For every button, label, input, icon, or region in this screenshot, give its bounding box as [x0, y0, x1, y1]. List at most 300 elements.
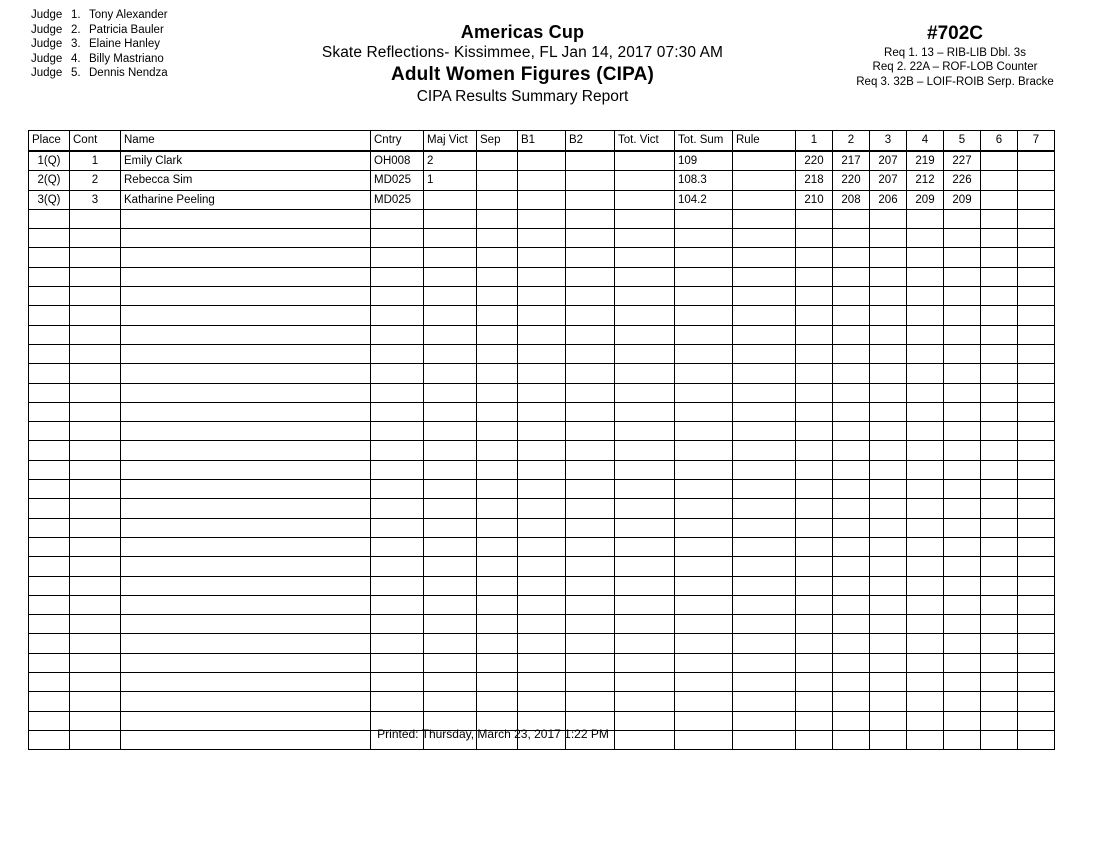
table-row[interactable] [29, 325, 1055, 344]
cell-empty [870, 595, 907, 614]
cell-empty [870, 480, 907, 499]
cell-empty [424, 287, 477, 306]
cell-empty [944, 634, 981, 653]
cell-empty [477, 460, 518, 479]
column-header-sep[interactable]: Sep [477, 131, 518, 152]
judge-panel [31, 8, 168, 81]
cell-empty [833, 248, 870, 267]
cell-empty [121, 364, 371, 383]
requirement-line: Req 3. 32B – LOIF-ROIB Serp. Bracke [856, 75, 1054, 88]
cell-empty [121, 653, 371, 672]
table-row[interactable] [29, 248, 1055, 267]
column-header-7[interactable]: 7 [1018, 131, 1055, 152]
table-row[interactable] [29, 287, 1055, 306]
cell-empty [70, 209, 121, 228]
cell-empty [733, 248, 796, 267]
cell-empty [981, 441, 1018, 460]
cell-empty [424, 229, 477, 248]
cell-empty [121, 287, 371, 306]
cell-empty [907, 557, 944, 576]
cell-empty [870, 557, 907, 576]
cell-empty [424, 634, 477, 653]
cell-sep [477, 171, 518, 190]
cell-empty [371, 595, 424, 614]
cell-empty [944, 576, 981, 595]
cell-empty [733, 441, 796, 460]
cell-empty [733, 634, 796, 653]
cell-empty [518, 287, 566, 306]
results-table [28, 130, 1055, 750]
cell-empty [121, 267, 371, 286]
cell-empty [477, 267, 518, 286]
cell-empty [1018, 383, 1055, 402]
cell-empty [981, 518, 1018, 537]
column-header-tot-sum[interactable]: Tot. Sum [675, 131, 733, 152]
cell-empty [29, 537, 70, 556]
cell-empty [121, 344, 371, 363]
judge-name: Tony Alexander [89, 9, 168, 21]
cell-empty [870, 306, 907, 325]
cell-empty [371, 480, 424, 499]
cell-empty [518, 325, 566, 344]
cell-empty [675, 209, 733, 228]
table-row[interactable] [29, 460, 1055, 479]
judge-line [31, 37, 168, 52]
cell-empty [70, 595, 121, 614]
cell-empty [870, 653, 907, 672]
cell-rule [733, 171, 796, 190]
cell-empty [518, 673, 566, 692]
cell-empty [981, 653, 1018, 672]
cell-empty [981, 402, 1018, 421]
cell-empty [796, 537, 833, 556]
cell-empty [518, 557, 566, 576]
cell-empty [833, 287, 870, 306]
cell-empty [424, 383, 477, 402]
table-row[interactable] [29, 595, 1055, 614]
table-row[interactable] [29, 171, 1055, 190]
cell-empty [615, 480, 675, 499]
table-row[interactable] [29, 383, 1055, 402]
cell-empty [424, 673, 477, 692]
cell-empty [518, 518, 566, 537]
cell-empty [870, 325, 907, 344]
cell-empty [833, 306, 870, 325]
cell-empty [424, 422, 477, 441]
column-header-cont[interactable]: Cont [70, 131, 121, 152]
cell-empty [1018, 692, 1055, 711]
cell-empty [733, 287, 796, 306]
cell-empty [907, 287, 944, 306]
cell-empty [1018, 364, 1055, 383]
cell-empty [518, 537, 566, 556]
cell-empty [566, 248, 615, 267]
cell-empty [70, 402, 121, 421]
cell-empty [371, 325, 424, 344]
cell-judge-score-3: 206 [870, 190, 907, 209]
table-row[interactable] [29, 151, 1055, 171]
cell-empty [870, 402, 907, 421]
cell-empty [944, 306, 981, 325]
cell-empty [981, 267, 1018, 286]
table-row[interactable] [29, 653, 1055, 672]
table-row[interactable] [29, 344, 1055, 363]
cell-name: Rebecca Sim [121, 171, 371, 190]
cell-empty [121, 595, 371, 614]
table-row[interactable] [29, 306, 1055, 325]
cell-empty [675, 595, 733, 614]
column-header-b2[interactable]: B2 [566, 131, 615, 152]
cell-empty [29, 576, 70, 595]
cell-empty [566, 267, 615, 286]
cell-rule [733, 190, 796, 209]
cell-empty [833, 480, 870, 499]
cell-empty [944, 267, 981, 286]
cell-cntry: OH008 [371, 151, 424, 171]
table-row[interactable] [29, 518, 1055, 537]
cell-empty [70, 576, 121, 595]
cell-empty [477, 692, 518, 711]
cell-tot-sum: 109 [675, 151, 733, 171]
cell-empty [733, 557, 796, 576]
table-row[interactable] [29, 267, 1055, 286]
cell-empty [70, 460, 121, 479]
cell-empty [29, 557, 70, 576]
cell-place: 3(Q) [29, 190, 70, 209]
cell-empty [29, 344, 70, 363]
cell-empty [615, 595, 675, 614]
cell-empty [675, 499, 733, 518]
table-row[interactable] [29, 537, 1055, 556]
cell-empty [477, 383, 518, 402]
cell-empty [675, 634, 733, 653]
cell-empty [981, 209, 1018, 228]
cell-empty [70, 692, 121, 711]
cell-empty [70, 441, 121, 460]
column-header-name[interactable]: Name [121, 131, 371, 152]
cell-empty [518, 615, 566, 634]
cell-empty [833, 364, 870, 383]
cell-empty [907, 209, 944, 228]
column-header-cntry[interactable]: Cntry [371, 131, 424, 152]
cell-empty [870, 615, 907, 634]
cell-empty [733, 364, 796, 383]
cell-empty [796, 383, 833, 402]
cell-empty [424, 267, 477, 286]
column-header-place[interactable]: Place [29, 131, 70, 152]
cell-empty [121, 402, 371, 421]
cell-empty [477, 229, 518, 248]
cell-empty [566, 344, 615, 363]
cell-empty [121, 306, 371, 325]
table-row[interactable] [29, 692, 1055, 711]
cell-empty [796, 653, 833, 672]
cell-empty [371, 692, 424, 711]
column-header-2[interactable]: 2 [833, 131, 870, 152]
cell-cntry: MD025 [371, 190, 424, 209]
cell-empty [566, 229, 615, 248]
cell-empty [615, 325, 675, 344]
cell-empty [371, 518, 424, 537]
cell-name: Emily Clark [121, 151, 371, 171]
cell-empty [833, 557, 870, 576]
cell-empty [733, 537, 796, 556]
cell-empty [29, 460, 70, 479]
cell-empty [477, 499, 518, 518]
judge-label: Judge [31, 38, 63, 51]
cell-empty [870, 634, 907, 653]
table-row[interactable] [29, 557, 1055, 576]
cell-empty [1018, 422, 1055, 441]
cell-empty [796, 248, 833, 267]
cell-judge-score-1: 210 [796, 190, 833, 209]
cell-empty [371, 537, 424, 556]
cell-maj-vict: 2 [424, 151, 477, 171]
cell-empty [371, 576, 424, 595]
cell-empty [675, 364, 733, 383]
cell-empty [1018, 209, 1055, 228]
cell-empty [1018, 229, 1055, 248]
column-header-b1[interactable]: B1 [518, 131, 566, 152]
cell-tot-vict [615, 151, 675, 171]
column-header-1[interactable]: 1 [796, 131, 833, 152]
cell-empty [121, 248, 371, 267]
cell-empty [371, 653, 424, 672]
cell-empty [675, 383, 733, 402]
cell-empty [566, 383, 615, 402]
cell-empty [1018, 287, 1055, 306]
cell-empty [518, 402, 566, 421]
column-header-tot-vict[interactable]: Tot. Vict [615, 131, 675, 152]
cell-empty [29, 480, 70, 499]
column-header-3[interactable]: 3 [870, 131, 907, 152]
cell-tot-sum: 108.3 [675, 171, 733, 190]
cell-empty [518, 248, 566, 267]
cell-empty [29, 248, 70, 267]
cell-judge-score-1: 220 [796, 151, 833, 171]
cell-empty [981, 325, 1018, 344]
cell-empty [566, 441, 615, 460]
cell-empty [981, 422, 1018, 441]
cell-judge-score-3: 207 [870, 151, 907, 171]
cell-empty [615, 615, 675, 634]
cell-empty [675, 441, 733, 460]
cell-empty [70, 344, 121, 363]
cell-empty [615, 537, 675, 556]
cell-empty [833, 402, 870, 421]
cell-empty [944, 673, 981, 692]
cell-empty [371, 383, 424, 402]
cell-empty [944, 344, 981, 363]
cell-empty [371, 460, 424, 479]
cell-empty [566, 287, 615, 306]
cell-b2 [566, 171, 615, 190]
cell-empty [733, 383, 796, 402]
cell-empty [566, 460, 615, 479]
cell-empty [796, 460, 833, 479]
cell-tot-vict [615, 171, 675, 190]
cell-empty [675, 344, 733, 363]
table-row[interactable] [29, 634, 1055, 653]
cell-empty [796, 441, 833, 460]
cell-judge-score-7 [1018, 171, 1055, 190]
cell-empty [733, 267, 796, 286]
cell-empty [29, 499, 70, 518]
cell-empty [477, 422, 518, 441]
cell-empty [518, 383, 566, 402]
cell-b1 [518, 151, 566, 171]
cell-empty [615, 460, 675, 479]
cell-empty [477, 209, 518, 228]
cell-judge-score-4: 209 [907, 190, 944, 209]
cell-empty [907, 537, 944, 556]
cell-empty [796, 576, 833, 595]
cell-empty [733, 518, 796, 537]
cell-empty [907, 364, 944, 383]
cell-empty [944, 692, 981, 711]
cell-empty [907, 595, 944, 614]
cell-empty [615, 402, 675, 421]
cell-empty [833, 673, 870, 692]
cell-empty [121, 229, 371, 248]
cell-tot-vict [615, 190, 675, 209]
cell-empty [981, 480, 1018, 499]
table-row[interactable] [29, 422, 1055, 441]
cell-empty [477, 344, 518, 363]
table-row[interactable] [29, 229, 1055, 248]
cell-empty [944, 615, 981, 634]
column-header-4[interactable]: 4 [907, 131, 944, 152]
judge-number: 2. [71, 23, 81, 36]
cell-empty [615, 692, 675, 711]
cell-empty [944, 364, 981, 383]
table-row[interactable] [29, 364, 1055, 383]
cell-empty [518, 267, 566, 286]
cell-empty [675, 248, 733, 267]
cell-cntry: MD025 [371, 171, 424, 190]
cell-empty [981, 499, 1018, 518]
cell-empty [566, 209, 615, 228]
cell-empty [70, 306, 121, 325]
cell-empty [615, 383, 675, 402]
cell-empty [615, 653, 675, 672]
cell-empty [833, 267, 870, 286]
judge-number: 4. [71, 52, 81, 65]
cell-empty [477, 480, 518, 499]
cell-empty [944, 325, 981, 344]
cell-empty [424, 402, 477, 421]
cell-empty [121, 557, 371, 576]
cell-empty [944, 422, 981, 441]
cell-empty [981, 557, 1018, 576]
cell-empty [518, 634, 566, 653]
table-row[interactable] [29, 480, 1055, 499]
cell-empty [371, 248, 424, 267]
cell-empty [70, 267, 121, 286]
cell-empty [796, 480, 833, 499]
cell-empty [796, 499, 833, 518]
cell-empty [981, 248, 1018, 267]
cell-empty [907, 480, 944, 499]
cell-empty [733, 209, 796, 228]
cell-empty [70, 518, 121, 537]
cell-empty [70, 673, 121, 692]
cell-empty [371, 402, 424, 421]
cell-empty [1018, 344, 1055, 363]
cell-empty [1018, 673, 1055, 692]
cell-empty [981, 615, 1018, 634]
cell-empty [833, 422, 870, 441]
table-row[interactable] [29, 615, 1055, 634]
cell-empty [615, 499, 675, 518]
cell-place: 1(Q) [29, 151, 70, 171]
cell-empty [477, 557, 518, 576]
cell-empty [518, 692, 566, 711]
table-row[interactable] [29, 190, 1055, 209]
cell-empty [796, 267, 833, 286]
table-row[interactable] [29, 576, 1055, 595]
column-header-rule[interactable]: Rule [733, 131, 796, 152]
cell-empty [870, 441, 907, 460]
judge-number: 3. [71, 38, 81, 51]
table-row[interactable] [29, 209, 1055, 228]
cell-empty [121, 692, 371, 711]
cell-empty [615, 344, 675, 363]
cell-empty [907, 615, 944, 634]
cell-empty [907, 518, 944, 537]
cell-empty [371, 499, 424, 518]
cell-empty [566, 499, 615, 518]
cell-empty [907, 673, 944, 692]
cell-empty [615, 364, 675, 383]
table-row[interactable] [29, 673, 1055, 692]
cell-empty [1018, 595, 1055, 614]
cell-empty [121, 634, 371, 653]
cell-empty [833, 653, 870, 672]
cell-judge-score-6 [981, 151, 1018, 171]
cell-empty [944, 537, 981, 556]
cell-empty [733, 576, 796, 595]
cell-empty [424, 537, 477, 556]
cell-empty [477, 306, 518, 325]
cell-empty [833, 441, 870, 460]
column-header-maj-vict[interactable]: Maj Vict [424, 131, 477, 152]
cell-empty [796, 557, 833, 576]
column-header-6[interactable]: 6 [981, 131, 1018, 152]
column-header-5[interactable]: 5 [944, 131, 981, 152]
cell-empty [833, 499, 870, 518]
print-footer: Printed: Thursday, March 23, 2017 1:22 PM [377, 727, 609, 741]
cell-empty [944, 402, 981, 421]
requirements-list [810, 46, 1100, 89]
cell-empty [371, 673, 424, 692]
table-row[interactable] [29, 441, 1055, 460]
cell-empty [29, 653, 70, 672]
table-row[interactable] [29, 499, 1055, 518]
cell-empty [981, 287, 1018, 306]
cell-empty [981, 364, 1018, 383]
cell-empty [675, 460, 733, 479]
cell-empty [675, 653, 733, 672]
table-row[interactable] [29, 402, 1055, 421]
cell-empty [796, 287, 833, 306]
cell-empty [796, 364, 833, 383]
judge-label: Judge [31, 9, 63, 21]
cell-empty [907, 653, 944, 672]
cell-empty [675, 402, 733, 421]
judge-name: Billy Mastriano [89, 52, 164, 65]
judge-line [31, 8, 168, 23]
